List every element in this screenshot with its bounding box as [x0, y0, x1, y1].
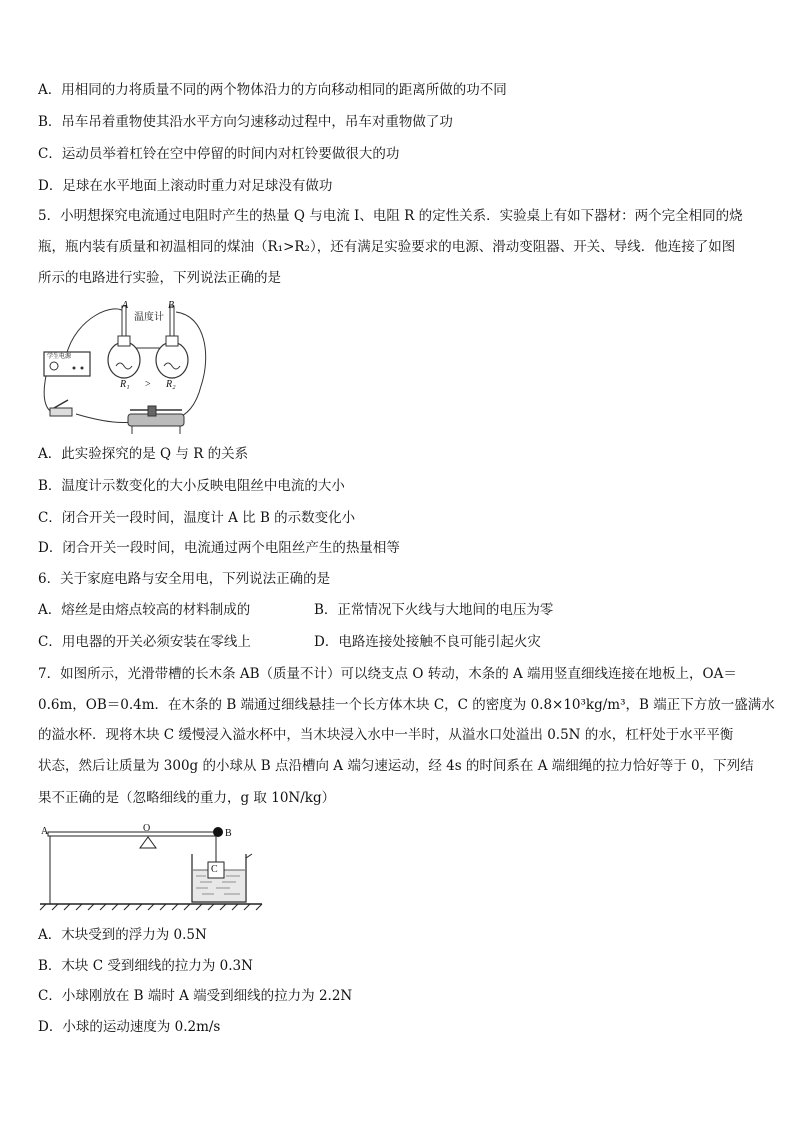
q4-option-b: B．吊车吊着重物使其沿水平方向匀速移动过程中，吊车对重物做了功 — [38, 114, 453, 130]
q5-fig-label-b: B — [168, 300, 175, 311]
q5-fig-r2-label: R₂ — [166, 379, 176, 390]
q7-stem-line5: 果不正确的是（忽略细线的重力，g 取 10N/kg） — [38, 790, 336, 806]
q5-circuit-figure — [36, 296, 216, 440]
q5-stem-line2: 瓶，瓶内装有质量和初温相同的煤油（R₁>R₂），还有满足实验要求的电源、滑动变阻器、开关、导线．他连接了如图 — [38, 239, 736, 255]
q5-option-a: A．此实验探究的是 Q 与 R 的关系 — [38, 446, 249, 462]
q4-option-c: C．运动员举着杠铃在空中停留的时间内对杠铃要做很大的功 — [38, 146, 400, 162]
q6-option-b: B．正常情况下火线与大地间的电压为零 — [314, 602, 554, 618]
q5-stem-line3: 所示的电路进行实验，下列说法正确的是 — [38, 270, 281, 286]
q7-option-c: C．小球刚放在 B 端时 A 端受到细线的拉力为 2.2N — [38, 988, 353, 1004]
q7-fig-label-c: C — [211, 864, 218, 875]
q5-stem-line1: 5．小明想探究电流通过电阻时产生的热量 Q 与电流 I、电阻 R 的定性关系．实验桌上有如下器材：两个完全相同的烧 — [38, 208, 743, 224]
q6-stem: 6．关于家庭电路与安全用电，下列说法正确的是 — [38, 571, 331, 587]
q5-fig-thermometer-label: 温度计 — [134, 312, 164, 323]
q5-fig-power-label: 学生电源 — [47, 353, 72, 360]
q5-option-c: C．闭合开关一段时间，温度计 A 比 B 的示数变化小 — [38, 510, 356, 526]
q6-option-a: A．熔丝是由熔点较高的材料制成的 — [38, 602, 251, 618]
q4-option-d: D．足球在水平地面上滚动时重力对足球没有做功 — [38, 178, 333, 194]
q7-fig-label-b: B — [225, 828, 232, 839]
q7-option-d: D．小球的运动速度为 0.2m/s — [38, 1019, 221, 1035]
q4-option-a: A．用相同的力将质量不同的两个物体沿力的方向移动相同的距离所做的功不同 — [38, 82, 507, 98]
q5-fig-r1-label: R₁ — [120, 379, 130, 390]
q6-option-d: D．电路连接处接触不良可能引起火灾 — [314, 634, 541, 650]
q7-stem-line1: 7．如图所示，光滑带槽的长木条 AB（质量不计）可以绕支点 O 转动，木条的 A 端用竖直细线连接在地板上，OA＝ — [38, 666, 737, 682]
q7-stem-line4: 状态，然后让质量为 300g 的小球从 B 点沿槽向 A 端匀速运动，经 4s 的时间系在 A 端细绳的拉力恰好等于 0，下列结 — [38, 758, 754, 774]
q7-fig-label-a: A — [41, 826, 49, 837]
q7-fig-label-o: O — [143, 823, 151, 834]
q7-stem-line2: 0.6m，OB＝0.4m．在木条的 B 端通过细线悬挂一个长方体木块 C，C 的密度为 0.8×10³kg/m³，B 端正下方放一盛满水 — [38, 697, 775, 713]
q5-fig-gt-label: > — [145, 379, 151, 390]
q5-option-d: D．闭合开关一段时间，电流通过两个电阻丝产生的热量相等 — [38, 540, 400, 556]
q7-option-a: A．木块受到的浮力为 0.5N — [38, 927, 207, 943]
q7-stem-line3: 的溢水杯．现将木块 C 缓慢浸入溢水杯中，当木块浸入水中一半时，从溢水口处溢出 0.5N 的水，杠杆处于水平平衡 — [38, 727, 734, 743]
q6-option-c: C．用电器的开关必须安装在零线上 — [38, 634, 251, 650]
q5-fig-label-a: A — [122, 300, 129, 311]
q5-option-b: B．温度计示数变化的大小反映电阻丝中电流的大小 — [38, 478, 345, 494]
q7-option-b: B．木块 C 受到细线的拉力为 0.3N — [38, 958, 253, 974]
